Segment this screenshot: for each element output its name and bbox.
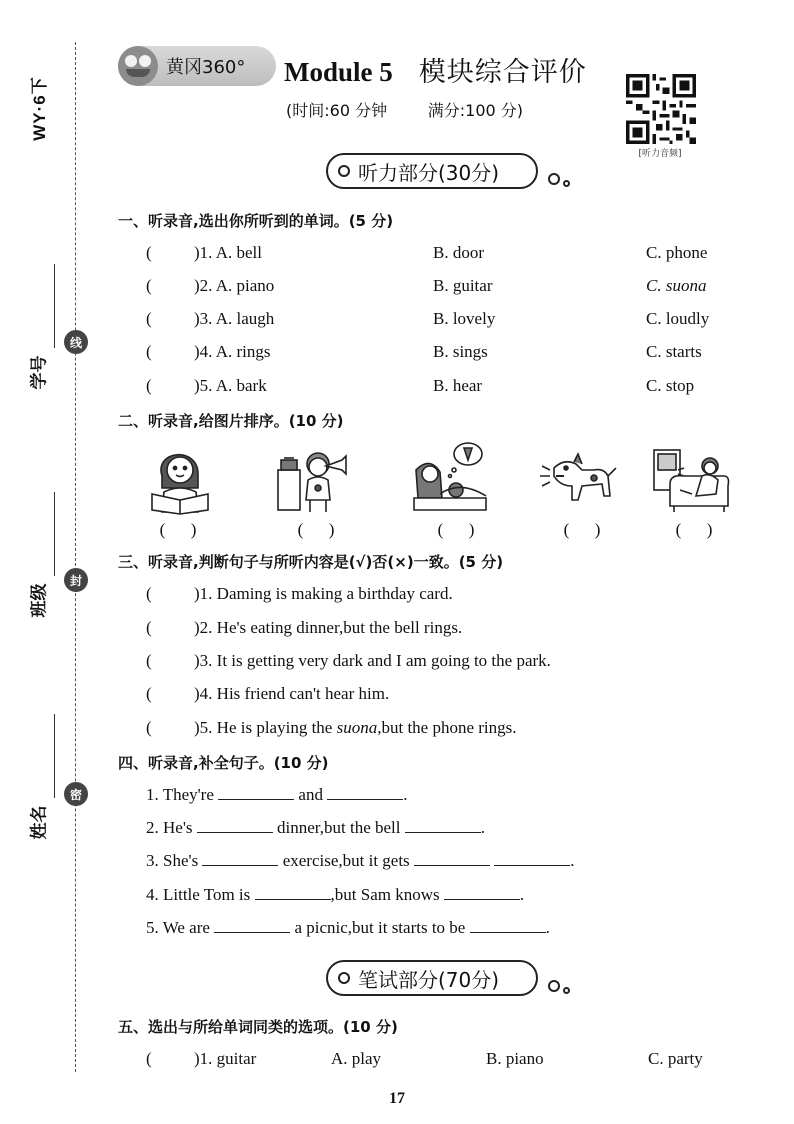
- answer-paren[interactable]: (: [146, 684, 152, 703]
- series-code: WY·6下: [29, 75, 49, 141]
- q2-answer-paren[interactable]: ( ): [675, 520, 713, 539]
- q1-item: ( )4. A. rings: [146, 342, 271, 361]
- q5-option-c: C. party: [648, 1049, 703, 1068]
- q1-option-c: C. phone: [646, 243, 708, 262]
- fill-blank[interactable]: [197, 819, 273, 833]
- exam-score: 满分:100 分): [427, 101, 524, 120]
- name-field[interactable]: [16, 712, 60, 842]
- title-cn: 模块综合评价: [418, 57, 587, 88]
- q4-item: 3. She's exercise,but it gets .: [146, 851, 575, 870]
- q2-answer-paren[interactable]: ( ): [297, 520, 335, 539]
- page-title: [284, 50, 587, 89]
- q4-item: 5. We are a picnic,but it starts to be .: [146, 918, 550, 937]
- q1-option-b: B. door: [433, 243, 484, 262]
- page-number: 17: [389, 1090, 405, 1107]
- answer-paren[interactable]: (: [146, 276, 152, 295]
- q3-item: ( )3. It is getting very dark and I am going to the park.: [146, 651, 551, 670]
- exam-meta: [286, 98, 523, 121]
- fill-blank[interactable]: [414, 852, 490, 866]
- brand-kids-logo-icon: [118, 46, 158, 86]
- qr-caption: [听力音频]: [638, 149, 682, 159]
- q3-item: ( )5. He is playing the suona,but the phone rings.: [146, 718, 517, 737]
- girl-reading-icon: [140, 440, 220, 516]
- q5-option-a: A. play: [331, 1049, 382, 1068]
- fill-blank[interactable]: [405, 819, 481, 833]
- fill-blank[interactable]: [444, 886, 520, 900]
- binding-cut-line: [75, 42, 76, 1072]
- fill-blank[interactable]: [327, 786, 403, 800]
- q3-heading: 三、听录音,判断句子与所听内容是(√)否(×)一致。(5 分): [118, 553, 504, 571]
- q3-item: ( )2. He's eating dinner,but the bell rings.: [146, 618, 463, 637]
- q1-option-b: B. hear: [433, 376, 483, 395]
- q2-answer-paren[interactable]: ( ): [159, 520, 197, 539]
- fill-blank[interactable]: [494, 852, 570, 866]
- section-listening-label: 听力部分(30分): [358, 160, 500, 185]
- brand-badge: [118, 46, 276, 86]
- answer-paren[interactable]: (: [146, 718, 152, 737]
- seal-seal: 封: [64, 568, 88, 592]
- answer-paren[interactable]: (: [146, 243, 152, 262]
- name-label: 姓名: [29, 805, 50, 839]
- module-label: Module 5: [284, 57, 393, 87]
- q5-option-b: B. piano: [486, 1049, 544, 1068]
- q5-item: ( )1. guitar: [146, 1049, 257, 1068]
- section-writing-label: 笔试部分(70分): [358, 967, 500, 992]
- student-id-label: 学号: [29, 355, 50, 389]
- fill-blank[interactable]: [255, 886, 331, 900]
- q5-heading: 五、选出与所给单词同类的选项。(10 分): [118, 1018, 398, 1036]
- section-writing: [326, 960, 538, 996]
- q2-answer-paren[interactable]: ( ): [437, 520, 475, 539]
- exam-time: (时间:60 分钟: [286, 101, 388, 120]
- brand-name: 黄冈360°: [166, 57, 246, 78]
- answer-paren[interactable]: (: [146, 376, 152, 395]
- answer-paren[interactable]: (: [146, 651, 152, 670]
- q1-option-b: B. sings: [433, 342, 488, 361]
- q4-item: 4. Little Tom is ,but Sam knows .: [146, 885, 525, 904]
- q1-option-c: C. starts: [646, 342, 702, 361]
- qr-code-icon[interactable]: [626, 74, 696, 144]
- q1-option-c: C. loudly: [646, 309, 710, 328]
- answer-paren[interactable]: (: [146, 618, 152, 637]
- barking-dog-icon: [538, 440, 618, 516]
- q1-item: ( )3. A. laugh: [146, 309, 275, 328]
- student-id-field[interactable]: [16, 262, 60, 392]
- answer-paren[interactable]: (: [146, 1049, 152, 1068]
- q1-item: ( )1. A. bell: [146, 243, 262, 262]
- answer-paren[interactable]: (: [146, 584, 152, 603]
- seal-secret: 密: [64, 782, 88, 806]
- q1-option-b: B. guitar: [433, 276, 493, 295]
- girl-sofa-icon: [650, 440, 730, 516]
- q3-item: ( )4. His friend can't hear him.: [146, 684, 390, 703]
- q1-heading: 一、听录音,选出你所听到的单词。(5 分): [118, 212, 394, 230]
- seal-line: 线: [64, 330, 88, 354]
- q4-item: 2. He's dinner,but the bell .: [146, 818, 485, 837]
- boy-phone-trumpet-icon: [272, 440, 352, 516]
- q1-item: ( )5. A. bark: [146, 376, 267, 395]
- answer-paren[interactable]: (: [146, 309, 152, 328]
- q1-item: ( )2. A. piano: [146, 276, 275, 295]
- q1-option-c: C. suona: [646, 276, 707, 295]
- q4-heading: 四、听录音,补全句子。(10 分): [118, 754, 329, 772]
- section-listening: [326, 153, 538, 189]
- fill-blank[interactable]: [202, 852, 278, 866]
- class-field[interactable]: [16, 490, 60, 620]
- q3-item: ( )1. Daming is making a birthday card.: [146, 584, 453, 603]
- answer-paren[interactable]: (: [146, 342, 152, 361]
- q1-option-b: B. lovely: [433, 309, 496, 328]
- q2-answer-paren[interactable]: ( ): [563, 520, 601, 539]
- q1-option-c: C. stop: [646, 376, 695, 395]
- fill-blank[interactable]: [218, 786, 294, 800]
- q2-heading: 二、听录音,给图片排序。(10 分): [118, 412, 344, 430]
- fill-blank[interactable]: [214, 919, 290, 933]
- mother-child-bed-icon: [410, 440, 490, 516]
- fill-blank[interactable]: [470, 919, 546, 933]
- q4-item: 1. They're and .: [146, 785, 408, 804]
- class-label: 班级: [29, 583, 50, 617]
